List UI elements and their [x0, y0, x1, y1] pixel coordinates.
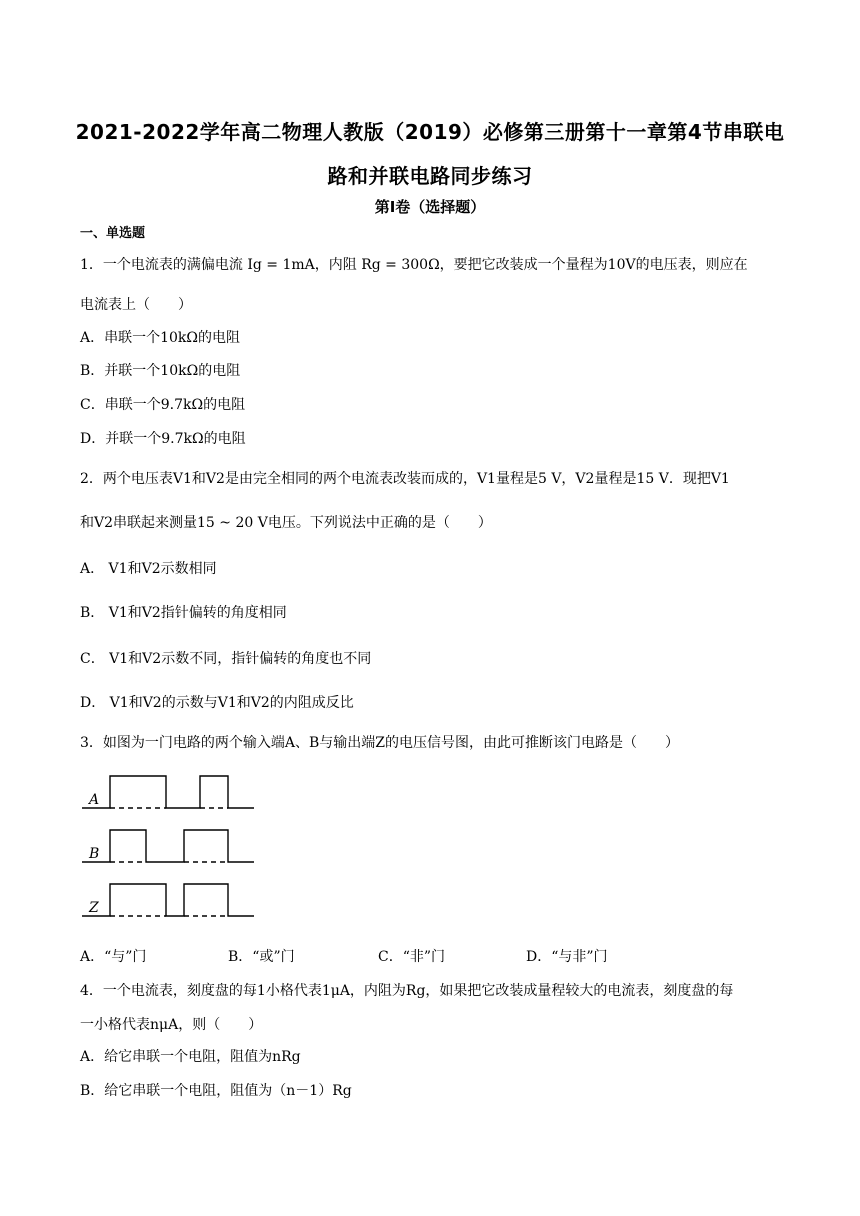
signal-b-label: B [89, 846, 100, 862]
signal-b-waveform [82, 830, 254, 862]
q2-option-b: B． V1和V2指针偏转的角度相同 [80, 605, 287, 621]
section-heading: 一、单选题 [80, 226, 146, 241]
q1-option-a: A．串联一个10kΩ的电阻 [80, 330, 241, 346]
q2-option-c: C． V1和V2示数不同，指针偏转的角度也不同 [80, 651, 372, 667]
q3-option-a: A．“与”门 [80, 949, 147, 965]
q4-stem-line-2: 一小格代表nμA，则（ ） [80, 1017, 263, 1033]
q1-stem-line-2: 电流表上（ ） [80, 297, 192, 313]
q3-option-b: B．“或”门 [228, 949, 295, 965]
q3-stem: 3．如图为一门电路的两个输入端A、B与输出端Z的电压信号图，由此可推断该门电路是（ ） [80, 735, 680, 751]
q1-option-d: D．并联一个9.7kΩ的电阻 [80, 431, 246, 447]
signal-z-waveform [82, 884, 254, 916]
q4-option-a: A．给它串联一个电阻，阻值为nRg [80, 1049, 301, 1065]
logic-signal-diagram [82, 772, 258, 924]
q1-option-c: C．串联一个9.7kΩ的电阻 [80, 397, 246, 413]
signal-a-waveform [82, 776, 254, 808]
document-title-line-2: 路和并联电路同步练习 [327, 164, 533, 188]
q3-option-c: C．“非”门 [378, 949, 446, 965]
q3-option-d: D．“与非”门 [526, 949, 608, 965]
q1-stem-line-1: 1．一个电流表的满偏电流 Ig = 1mA，内阻 Rg = 300Ω，要把它改装成一个量程为10V的电压表，则应在 [80, 257, 748, 273]
document-title-line-1: 2021-2022学年高二物理人教版（2019）必修第三册第十一章第4节串联电 [75, 120, 785, 144]
volume-subtitle: 第Ⅰ卷（选择题） [374, 198, 486, 216]
q4-stem-line-1: 4．一个电流表，刻度盘的每1小格代表1μA，内阻为Rg，如果把它改装成量程较大的电流表，刻度盘的每 [80, 983, 734, 999]
q2-stem-line-1: 2．两个电压表V1和V2是由完全相同的两个电流表改装而成的，V1量程是5 V，V2量程是15 V．现把V1 [80, 471, 730, 487]
signal-a-label: A [89, 792, 100, 808]
q2-option-d: D． V1和V2的示数与V1和V2的内阻成反比 [80, 695, 354, 711]
q2-option-a: A． V1和V2示数相同 [80, 561, 217, 577]
signal-z-label: Z [89, 900, 99, 916]
q2-stem-line-2: 和V2串联起来测量15 ~ 20 V电压。下列说法中正确的是（ ） [80, 515, 492, 531]
q1-option-b: B．并联一个10kΩ的电阻 [80, 363, 241, 379]
q4-option-b: B．给它串联一个电阻，阻值为（n－1）Rg [80, 1083, 352, 1099]
